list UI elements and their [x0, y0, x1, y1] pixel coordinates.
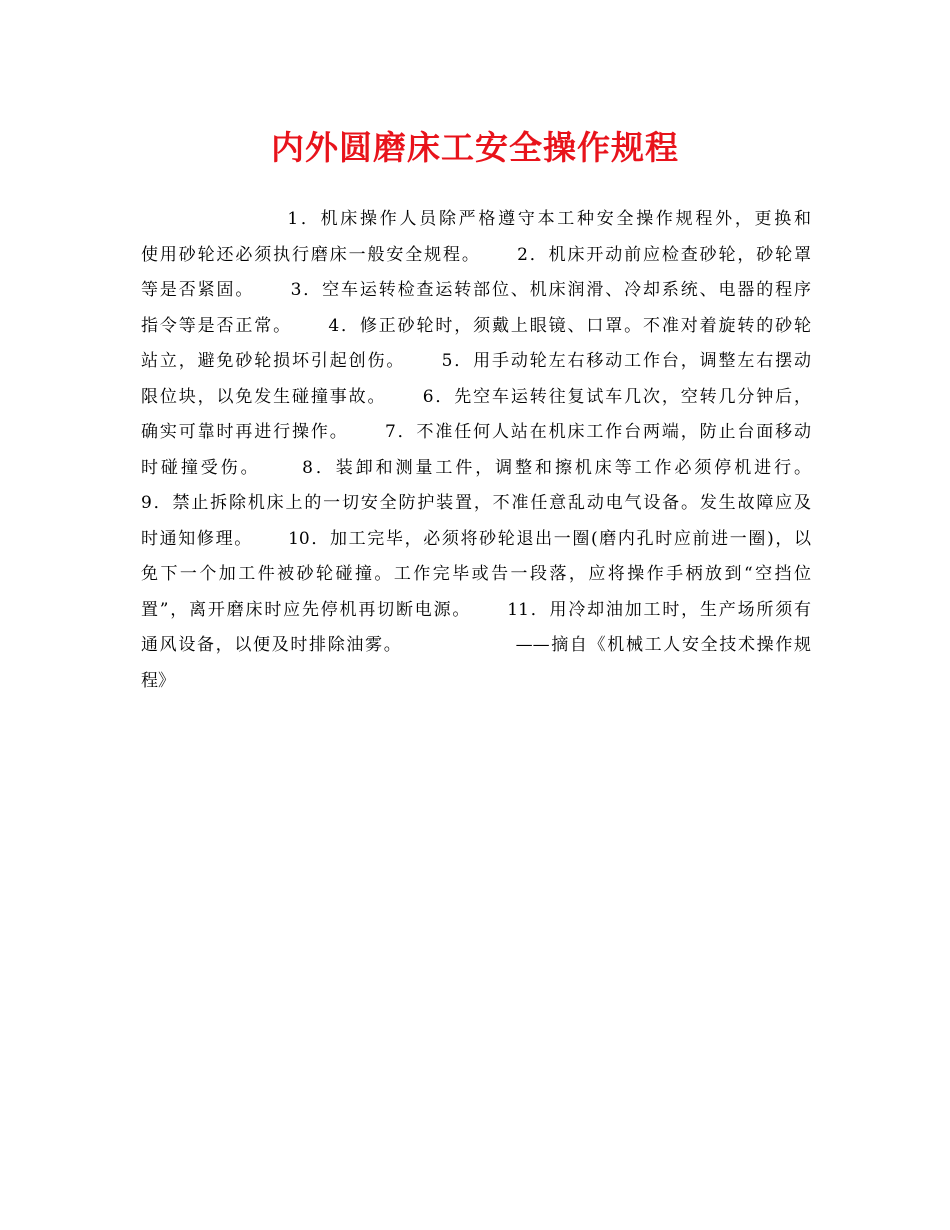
body-line: 通风设备，以便及时排除油雾。 ——摘自《机械工人安全技术操作规 [141, 635, 811, 655]
document-body [141, 202, 811, 699]
document-title: 内外圆磨床工安全操作规程 [271, 128, 679, 167]
body-line: 指令等是否正常。 4．修正砂轮时，须戴上眼镜、口罩。不准对着旋转的砂轮 [141, 315, 811, 336]
body-line: 1．机床操作人员除严格遵守本工种安全操作规程外，更换和 [141, 209, 811, 229]
body-line: 限位块，以免发生碰撞事故。 6．先空车运转往复试车几次，空转几分钟后， [141, 386, 811, 407]
body-line: 程》 [141, 670, 175, 691]
body-line: 时碰撞受伤。 8．装卸和测量工件，调整和擦机床等工作必须停机进行。 [141, 457, 811, 478]
body-line: 时通知修理。 10．加工完毕，必须将砂轮退出一圈(磨内孔时应前进一圈)，以 [141, 528, 811, 549]
body-line: 置”，离开磨床时应先停机再切断电源。 11．用冷却油加工时，生产场所须有 [141, 599, 811, 620]
body-line: 确实可靠时再进行操作。 7．不准任何人站在机床工作台两端，防止台面移动 [141, 422, 811, 442]
body-line: 免下一个加工件被砂轮碰撞。工作完毕或告一段落，应将操作手柄放到“空挡位 [141, 564, 811, 584]
body-line: 等是否紧固。 3．空车运转检查运转部位、机床润滑、冷却系统、电器的程序 [141, 280, 811, 300]
body-line: 使用砂轮还必须执行磨床一般安全规程。 2．机床开动前应检查砂轮，砂轮罩 [141, 244, 811, 265]
body-line: 9．禁止拆除机床上的一切安全防护装置，不准任意乱动电气设备。发生故障应及 [141, 493, 811, 513]
body-line: 站立，避免砂轮损坏引起创伤。 5．用手动轮左右移动工作台，调整左右摆动 [141, 351, 811, 371]
